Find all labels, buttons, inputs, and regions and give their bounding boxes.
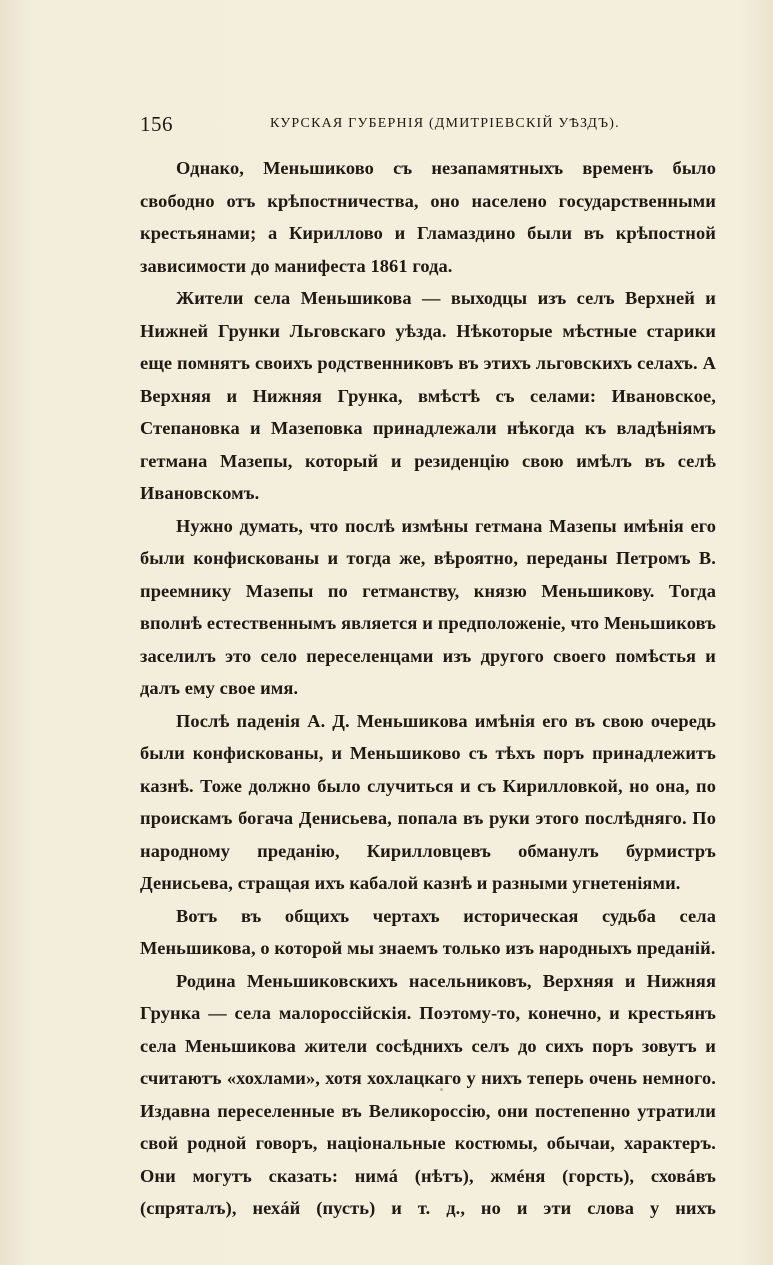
paper-speck xyxy=(440,1088,443,1091)
paragraph: Нужно думать, что послѣ измѣны гетмана Мазепы имѣнія его были конфискованы и тогда же, вѣроятно, переданы Петромъ В. преемнику Мазепы по гетманству, князю Меньшикову. Тогда вполнѣ естественнымъ является и предположеніе, что Меньшиковъ заселилъ это село переселенцами изъ другого своего помѣстья и далъ ему свое имя. xyxy=(140,515,716,698)
paragraph: Однако, Меньшиково съ незапамятныхъ временъ было свободно отъ крѣпостничества, оно населено государственными крестьянами; а Кириллово и Гламаздино были въ крѣпостной зависимости до манифеста 1861 года. xyxy=(140,158,716,276)
body-text xyxy=(140,152,716,1225)
paragraph: Родина Меньшиковскихъ насельниковъ, Верхняя и Нижняя Грунка — села малороссійскія. Поэтому-то, конечно, и крестьянъ села Меньшикова жители сосѣднихъ селъ до сихъ поръ зовутъ и считаютъ «хохлами», хотя хохлацкаго у нихъ теперь очень немного. Издавна переселенные въ Великороссію, они постепенно утратили свой родной говоръ, національные костюмы, обычаи, характеръ. Они могутъ сказать: нимá (нѣтъ), жмéня (горсть), сховáвъ (спряталъ), нехáй (пусть) и т. д., но и эти слова у нихъ xyxy=(140,970,716,1218)
paragraph: Жители села Меньшикова — выходцы изъ селъ Верхней и Нижней Грунки Льговскаго уѣзда. Нѣкоторые мѣстные старики еще помнятъ своихъ родственниковъ въ этихъ льговскихъ селахъ. А Верхняя и Нижняя Грунка, вмѣстѣ съ селами: Ивановское, Степановка и Мазеповка принадлежали нѣкогда къ владѣніямъ гетмана Мазепы, который и резиденцію свою имѣлъ въ селѣ Ивановскомъ. xyxy=(140,288,716,503)
page-header xyxy=(140,112,716,142)
paragraph: Вотъ въ общихъ чертахъ историческая судьба села Меньшикова, о которой мы знаемъ только изъ народныхъ преданій. xyxy=(140,905,716,958)
running-head: КУРСКАЯ ГУБЕРНІЯ (ДМИТРІЕВСКІЙ УѢЗДЪ). xyxy=(270,116,620,131)
page-number: 156 xyxy=(140,112,173,136)
paragraph: Послѣ паденія А. Д. Меньшикова имѣнія его въ свою очередь были конфискованы, и Меньшиково съ тѣхъ поръ принадлежитъ казнѣ. Тоже должно было случиться и съ Кирилловкой, но она, по проискамъ богача Денисьева, попала въ руки этого послѣдняго. По народному преданію, Кирилловцевъ обманулъ бурмистръ Денисьева, стращая ихъ кабалой казнѣ и разными угнетеніями. xyxy=(140,710,716,893)
